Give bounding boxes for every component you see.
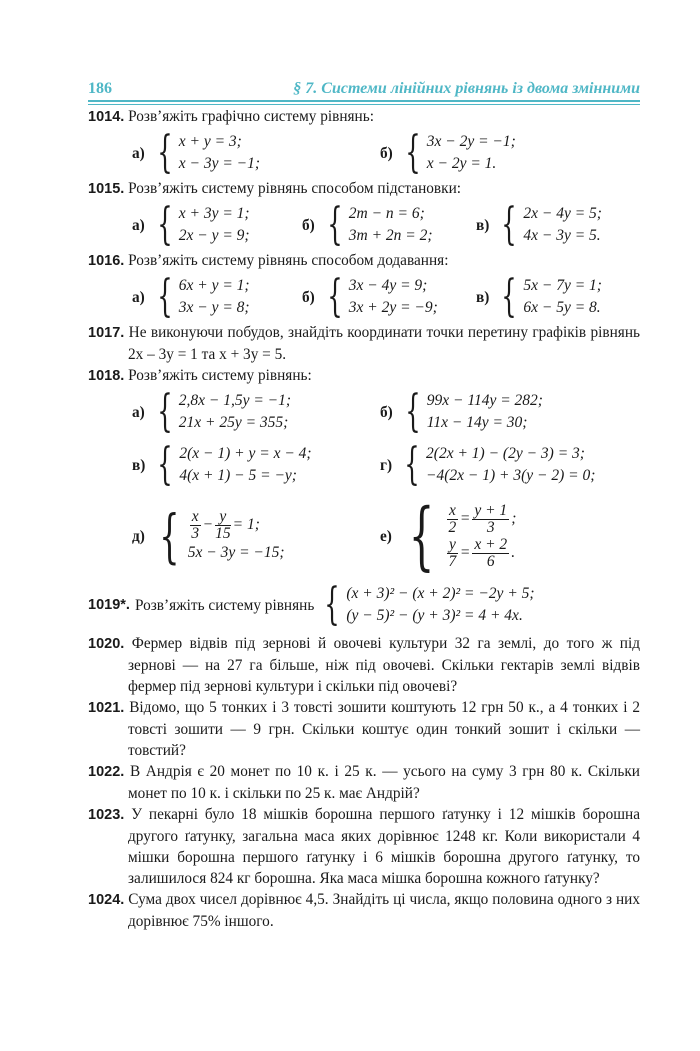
system-1014-b: б) { 3x − 2y = −1; x − 2y = 1. xyxy=(380,127,516,178)
page-number: 186 xyxy=(88,80,112,97)
system-1014-a: а) { x + y = 3; x − 3y = −1; xyxy=(132,127,261,178)
system-1018-a: а) { 2,8x − 1,5y = −1; 21x + 25y = 355; xyxy=(132,386,292,437)
system-1015-b: б) { 2m − n = 6; 3m + 2n = 2; xyxy=(302,199,433,250)
system-1018-c: в) { 2(x − 1) + y = x − 4; 4(x + 1) − 5 = −y; xyxy=(132,439,312,490)
problem-1019: 1019*. Розв’яжіть систему рівнянь { (x + 3)² − (x + 2)² = −2y + 5; (y − 5)² − (y + 3)² = 4 + 4x. xyxy=(88,579,535,630)
system-1015-a: а) { x + 3y = 1; 2x − y = 9; xyxy=(132,199,250,250)
system-1018-b: б) { 99x − 114y = 282; 11x − 14y = 30; xyxy=(380,386,543,437)
problem-1016: 1016. Розв’яжіть систему рівнянь способом додавання: xyxy=(88,252,449,269)
systems-1018-ef xyxy=(88,493,640,579)
problem-1015: 1015. Розв’яжіть систему рівнянь способом підстановки: xyxy=(88,180,462,197)
chapter-title: § 7. Системи лінійних рівнянь із двома змінними xyxy=(293,80,640,97)
systems-1016 xyxy=(88,272,640,322)
system-1018-d: г) { 2(2x + 1) − (2y − 3) = 3; −4(2x − 1) + 3(y − 2) = 0; xyxy=(380,439,596,490)
system-1016-a: а) { 6x + y = 1; 3x − y = 8; xyxy=(132,271,250,322)
header-rule xyxy=(88,100,640,102)
problem-1014: 1014. Розв’яжіть графічно систему рівнянь: xyxy=(88,108,374,125)
system-1018-f: е) { $\frac{x}{2}$ = $\frac{y + 1}{3}$ ; $\frac{y}{7}$ = $\frac{x + 2}{6}$ . xyxy=(380,493,517,579)
problem-1020: 1020. Фермер відвів під зернові й овочеві культури 32 га землі, до того ж під зернові — на 27 га більше, ніж під овочеві. Скільки гектарів землі відвів фермер під зернові культури і скільки під овочеві? xyxy=(88,635,640,695)
problem-1021: 1021. Відомо, що 5 тонких і 3 товсті зошити коштують 12 грн 50 к., а 4 тонких і 2 товсті зошити — 9 грн. Скільки коштує один тонкий зошит і скільки — товстий? xyxy=(88,699,640,759)
system-1015-c: в) { 2x − 4y = 5; 4x − 3y = 5. xyxy=(476,199,602,250)
system-1016-b: б) { 3x − 4y = 9; 3x + 2y = −9; xyxy=(302,271,438,322)
systems-1018-ab xyxy=(88,387,640,437)
systems-1015 xyxy=(88,200,640,250)
problem-1023: 1023. У пекарні було 18 мішків борошна першого ґатунку і 12 мішків борошна другого ґатунку, загальна маса яких дорівнює 1248 кг. Коли використали 4 мішки борошна першого ґатунку і 6 мішків борошна другого ґатунку, то залишилося 824 кг борошна. Яка маса мішка борошна кожного ґатунку? xyxy=(88,806,640,887)
problem-1018: 1018. Розв’яжіть систему рівнянь: xyxy=(88,367,312,384)
header-rule-thin xyxy=(88,104,640,105)
problem-1017: 1017. Не виконуючи побудов, знайдіть координати точки перетину графіків рівнянь 2x – 3y = 1 та x + 3y = 5. xyxy=(88,324,640,363)
page-header xyxy=(88,74,640,98)
system-1018-e: д) { $\frac{x}{3}$ − $\frac{y}{15}$ = 1; 5x − 3y = −15; xyxy=(132,502,285,570)
problem-1024: 1024. Сума двох чисел дорівнює 4,5. Знайдіть ці числа, якщо половина одного з них дорівнює 75% іншого. xyxy=(88,891,640,930)
problem-1022: 1022. В Андрія є 20 монет по 10 к. і 25 к. — усього на суму 3 грн 80 к. Скільки монет по 10 к. і скільки по 25 к. має Андрій? xyxy=(88,763,640,802)
content xyxy=(88,106,640,932)
systems-1014 xyxy=(88,128,640,178)
system-1016-c: в) { 5x − 7y = 1; 6x − 5y = 8. xyxy=(476,271,602,322)
systems-1018-cd xyxy=(88,437,640,493)
